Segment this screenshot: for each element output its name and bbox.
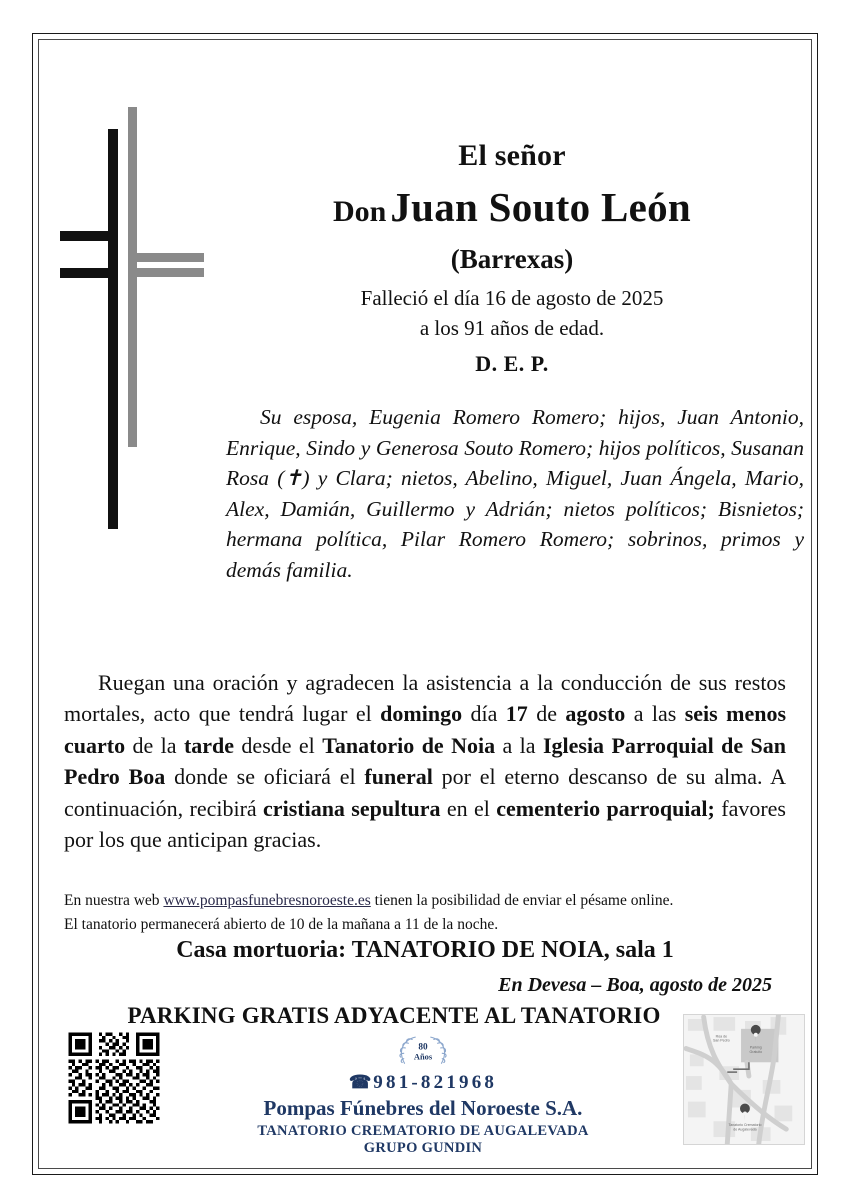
- family-list: Su esposa, Eugenia Romero Romero; hijos, Juan Antonio, Enrique, Sindo y Generosa Souto Romero; hijos políticos, Susanan Rosa (✝) y Clara; nietos, Abelino, Miguel, Juan Ángela, Mario, Alex, Damián, Guillermo y Adrián; nietos políticos; Bisnietos; hermana política, Pilar Romero Romero; sobrinos, primos y demás familia.: [226, 405, 804, 582]
- body-bold-day: 17: [505, 701, 528, 727]
- map-label-street: Rúa de: [715, 1034, 728, 1039]
- body-bold-domingo: domingo: [380, 701, 463, 727]
- age-line: a los 91 años de edad.: [419, 316, 605, 341]
- body-seg-3: de: [527, 701, 566, 727]
- notice-content: [38, 39, 812, 1169]
- body-seg-10: en el: [440, 795, 497, 821]
- telephone-icon: ☎: [348, 1072, 372, 1092]
- body-bold-cementerio: cementerio parroquial;: [496, 795, 715, 821]
- body-bold-sepultura: cristiana sepultura: [263, 795, 441, 821]
- qr-code[interactable]: [65, 1029, 163, 1127]
- cross-graphic: [60, 107, 210, 577]
- map-label-street2: San Pedro: [713, 1038, 730, 1043]
- web-note-prefix: En nuestra web: [64, 892, 164, 909]
- body-bold-iglesia: Iglesia Parroquial de San Pedro Boa: [64, 732, 786, 790]
- badge-label: Años: [413, 1051, 433, 1062]
- body-seg-7: a la: [495, 732, 543, 758]
- phone-number: 981-821968: [373, 1072, 498, 1093]
- cross-black-icon: [60, 129, 118, 529]
- body-seg-8: donde se oficiará el: [165, 764, 365, 790]
- opening-hours-note: El tanatorio permanecerá abierto de 10 de la mañana a 11 de la noche.: [64, 915, 499, 933]
- nickname: (Barrexas): [450, 244, 574, 275]
- body-seg-1: Ruegan una oración y agradecen la asistencia a la conducción de sus restos mortales, acto que tendrá lugar el: [64, 670, 786, 727]
- phone-number-line[interactable]: [188, 1072, 658, 1094]
- map-label-tanatorio2: de Augalevada: [733, 1127, 757, 1132]
- notes-block: [64, 889, 786, 936]
- body-seg-6: desde el: [234, 732, 323, 758]
- rip-abbreviation: D. E. P.: [475, 350, 549, 376]
- body-seg-4: a las: [625, 701, 685, 727]
- group-name: GRUPO GUNDIN: [363, 1140, 483, 1156]
- web-note-line: [64, 889, 786, 913]
- body-bold-tanatorio: Tanatorio de Noia: [322, 732, 496, 758]
- map-label-parking: Parking: [749, 1045, 762, 1050]
- deceased-name: Juan Souto León: [390, 184, 692, 230]
- map-label-parking2: Gratuito: [749, 1049, 763, 1054]
- body-seg-5: de la: [125, 732, 184, 758]
- cross-gray-lower-arm: [128, 268, 204, 277]
- facility-name: TANATORIO CREMATORIO DE AUGALEVADA: [257, 1123, 589, 1139]
- body-seg-2: día: [462, 701, 506, 727]
- anniversary-badge: [188, 1031, 658, 1071]
- body-bold-time: seis menos cuarto: [64, 701, 787, 758]
- honorific: El señor: [458, 139, 566, 172]
- website-link[interactable]: www.pompasfunebresnoroeste.es: [163, 892, 371, 909]
- body-bold-month: agosto: [565, 701, 626, 727]
- funeral-details-paragraph: [64, 667, 786, 856]
- name-prefix: Don: [332, 195, 387, 228]
- body-bold-daypart: tarde: [183, 732, 235, 758]
- death-date: Falleció el día 16 de agosto de 2025: [360, 286, 664, 311]
- place-and-date: En Devesa – Boa, agosto de 2025: [498, 974, 772, 996]
- badge-number: 80: [418, 1041, 428, 1052]
- map-label-tanatorio: Tanatorio Crematorio: [728, 1123, 762, 1128]
- parking-note: PARKING GRATIS ADYACENTE AL TANATORIO: [127, 1003, 661, 1028]
- body-seg-9: por el eterno descanso de su alma. A continuación, recibirá: [64, 764, 787, 821]
- company-name: Pompas Fúnebres del Noroeste S.A.: [263, 1096, 583, 1120]
- body-bold-funeral: funeral: [364, 764, 433, 790]
- mortuary-house: Casa mortuoria: TANATORIO DE NOIA, sala 1: [176, 937, 674, 963]
- location-map[interactable]: [683, 1014, 805, 1145]
- funeral-home-footer: [188, 1031, 658, 1157]
- web-note-suffix: tienen la posibilidad de enviar el pésame online.: [370, 892, 674, 909]
- deceased-name-line: [226, 186, 798, 229]
- notice-header: [226, 139, 798, 377]
- body-seg-11: favores por los que anticipan gracias.: [64, 795, 786, 853]
